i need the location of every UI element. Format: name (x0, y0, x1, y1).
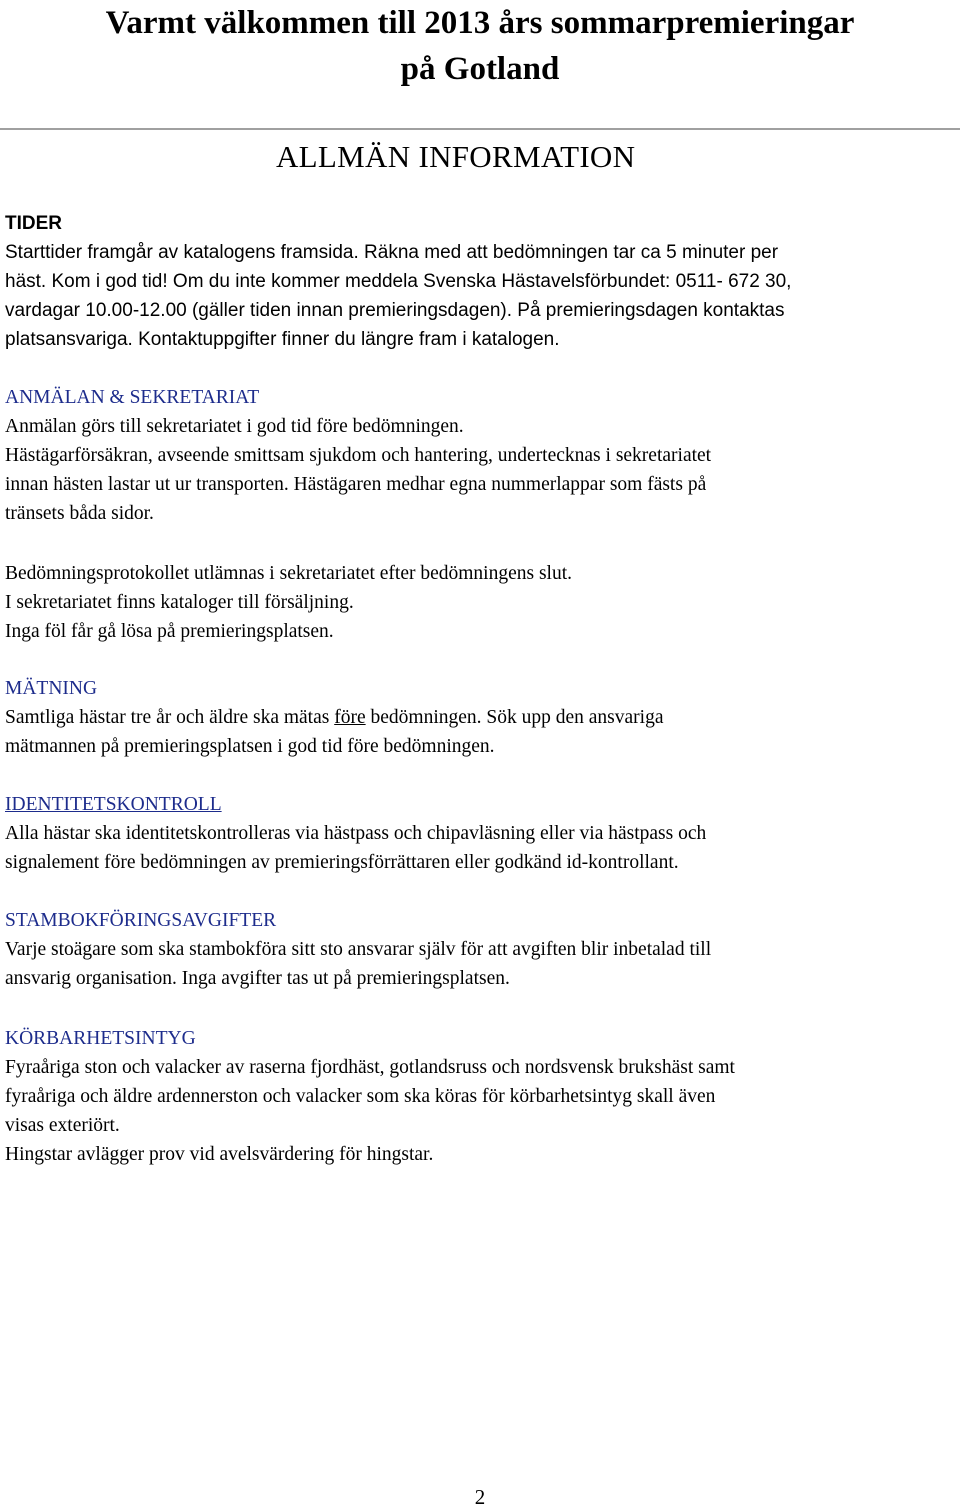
anmalan-heading: ANMÄLAN & SEKRETARIAT (5, 387, 260, 408)
tider-line-3 (5, 296, 955, 325)
horizontal-divider (0, 128, 960, 130)
matning-line-2: mätmannen på premieringsplatsen i god tid före bedömningen. (5, 736, 495, 757)
identitet-line-2: signalement före bedömningen av premieringsförrättaren eller godkänd id-kontrollant. (5, 852, 679, 873)
anmalan-line-5: Bedömningsprotokollet utlämnas i sekretariatet efter bedömningens slut. (5, 563, 572, 584)
korbarhet-line-3: visas exteriört. (5, 1115, 120, 1136)
anmalan-line-7: Inga föl får gå lösa på premieringsplatsen. (5, 621, 334, 642)
section-matning (5, 674, 955, 761)
matning-line-1 (5, 703, 955, 732)
tider-line-3a: vardagar 10.00-12. (5, 300, 166, 321)
korbarhet-line-1: Fyraåriga ston och valacker av raserna fjordhäst, gotlandsruss och nordsvensk brukshäst samt (5, 1057, 735, 1078)
section-tider (5, 209, 955, 354)
anmalan-line-1: Anmälan görs till sekretariatet i god tid före bedömningen. (5, 416, 464, 437)
matning-line-1c: bedömningen. Sök upp den ansvariga (365, 707, 664, 728)
anmalan-line-4: tränsets båda sidor. (5, 503, 154, 524)
identitet-line-1: Alla hästar ska identitetskontrolleras via hästpass och chipavläsning eller via hästpass och (5, 823, 707, 844)
section-stambok (5, 906, 955, 993)
tider-line-4: platsansvariga. Kontaktuppgifter finner du längre fram i katalogen. (5, 329, 560, 350)
page-title (0, 0, 960, 92)
anmalan-line-3: innan hästen lastar ut ur transporten. Hästägaren medhar egna nummerlappar som fästs på (5, 474, 707, 495)
anmalan-line-2: Hästägarförsäkran, avseende smittsam sjukdom och hantering, undertecknas i sekretariatet (5, 445, 712, 466)
matning-heading: MÄTNING (5, 678, 98, 699)
matning-line-1a: Samtliga hästar tre år och äldre ska mätas (5, 707, 335, 728)
page-title-line-2: på Gotland (400, 51, 560, 87)
section-sekretariat-info (5, 559, 955, 646)
matning-emphasis: före (334, 707, 366, 728)
page-title-line-1: Varmt välkommen till 2013 års sommarpremieringar (105, 5, 855, 41)
stambok-line-1: Varje stoägare som ska stambokföra sitt sto ansvarar själv för att avgiften blir inbetalad till (5, 939, 712, 960)
section-identitet (5, 790, 955, 877)
page-number: 2 (474, 1485, 486, 1509)
stambok-heading: STAMBOKFÖRINGSAVGIFTER (5, 910, 277, 931)
tider-line-3b: 00 (gäller tiden innan premieringsdagen). På premieringsdagen kontaktas (165, 300, 785, 321)
section-korbarhet (5, 1024, 955, 1169)
section-heading: ALLMÄN INFORMATION (276, 139, 636, 174)
korbarhet-heading: KÖRBARHETSINTYG (5, 1028, 196, 1049)
tider-heading: TIDER (5, 213, 62, 234)
identitet-heading: IDENTITETSKONTROLL (5, 794, 222, 815)
korbarhet-line-4: Hingstar avlägger prov vid avelsvärdering för hingstar. (5, 1144, 434, 1165)
anmalan-line-6: I sekretariatet finns kataloger till försäljning. (5, 592, 354, 613)
section-anmalan (5, 383, 955, 528)
tider-line-1: Starttider framgår av katalogens framsida. Räkna med att bedömningen tar ca 5 minuter per (5, 242, 779, 263)
tider-line-2: häst. Kom i god tid! Om du inte kommer meddela Svenska Hästavelsförbundet: 0511- 672 30, (5, 271, 792, 292)
korbarhet-line-2: fyraåriga och äldre ardennerston och valacker som ska köras för körbarhetsintyg skall även (5, 1086, 716, 1107)
stambok-line-2: ansvarig organisation. Inga avgifter tas ut på premieringsplatsen. (5, 968, 510, 989)
